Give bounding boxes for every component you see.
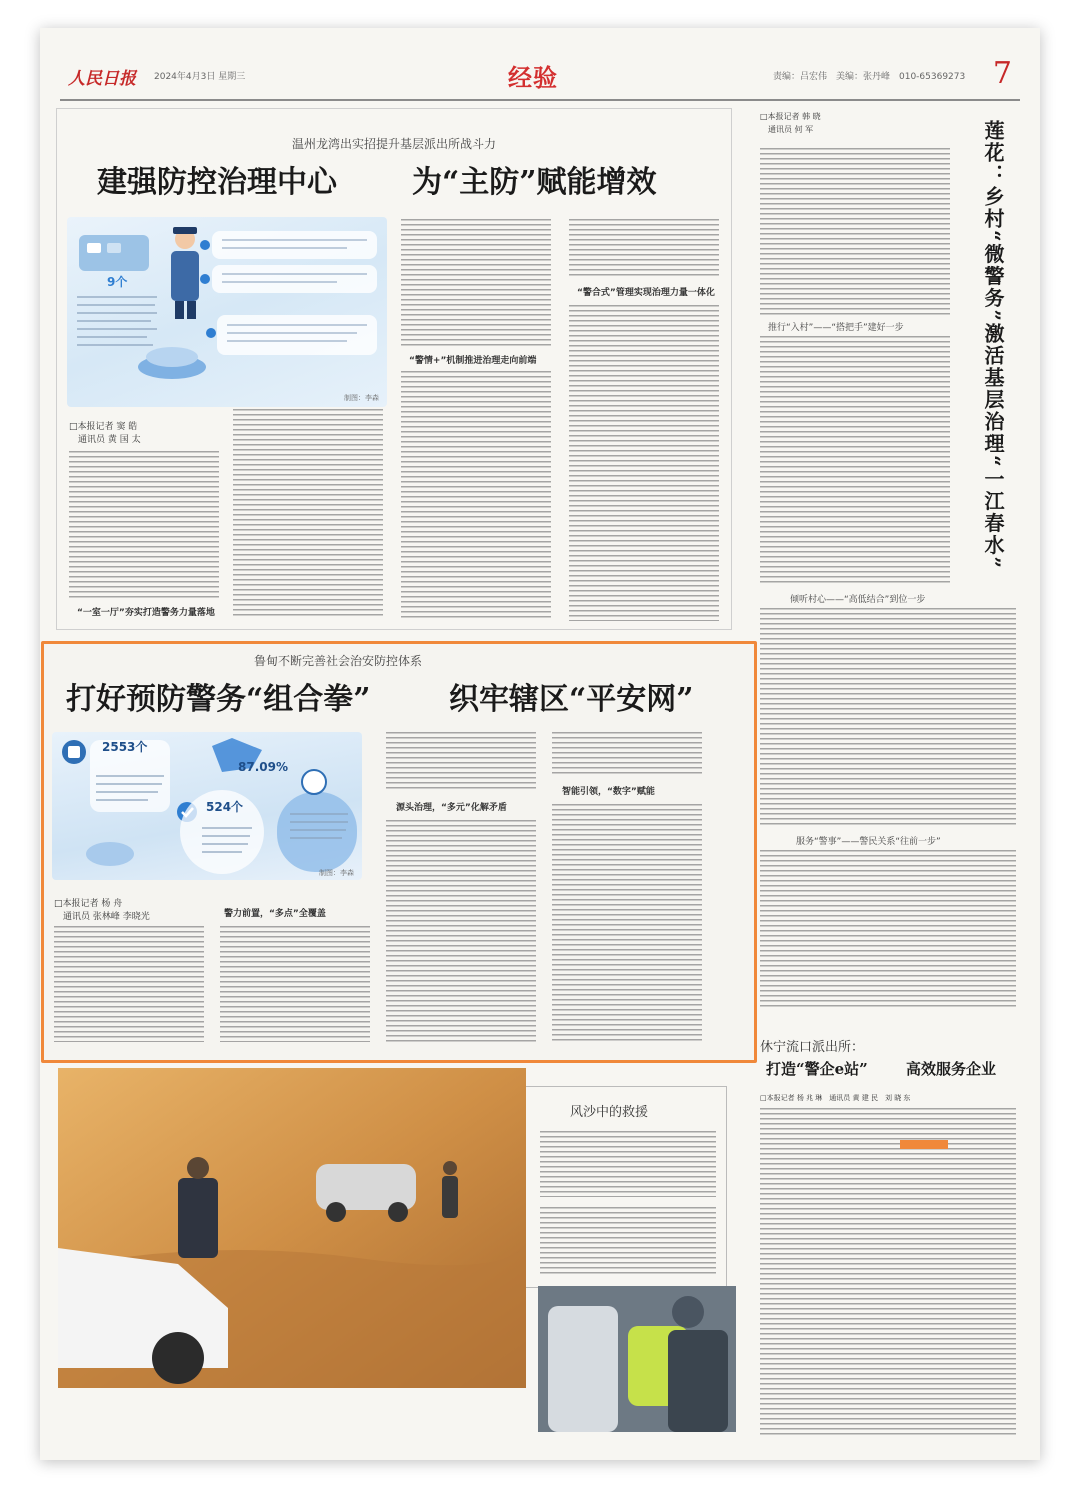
info-stat: 9个 <box>107 275 128 289</box>
subhead-1: 警力前置，“多点”全覆盖 <box>224 909 326 919</box>
right-subhead-1: 推行“入村”——“搭把手”建好一步 <box>768 323 904 333</box>
info-stat-1: 2553个 <box>102 740 148 754</box>
subhead-3: “警合式”管理实现治理力量一体化 <box>577 288 715 298</box>
photo-illustration <box>58 1068 526 1388</box>
article-kicker: 温州龙湾出实招提升基层派出所战斗力 <box>291 137 496 151</box>
body-text-col2 <box>220 926 370 1042</box>
right-text-2 <box>760 336 950 586</box>
vertical-headline: 莲花：乡村“微警务”激活基层治理“一江春水” <box>981 120 1005 571</box>
infographic-graphic <box>67 217 387 407</box>
photo-caption <box>526 1086 727 1288</box>
article3-text <box>760 1108 1016 1438</box>
caption-text-1 <box>540 1131 716 1197</box>
infographic <box>67 217 387 407</box>
body-text-col2 <box>233 409 383 619</box>
right-subhead-3: 服务“警事”——警民关系“往前一步” <box>796 837 941 847</box>
article-headline-part1: 建强防控治理中心 <box>97 165 337 200</box>
article-kicker: 鲁甸不断完善社会治安防控体系 <box>254 654 423 668</box>
right-text-4 <box>760 850 1016 1010</box>
page-number: 7 <box>992 56 1012 91</box>
right-text-3 <box>760 608 1016 828</box>
right-text-1 <box>760 148 950 318</box>
body-text-col4 <box>386 820 536 1042</box>
link-icon <box>302 770 326 794</box>
sandstorm-rescue-photo <box>58 1068 526 1388</box>
body-text-col3 <box>401 219 551 349</box>
highlight-mark <box>900 1140 948 1149</box>
subhead-1: “一室一厅”夯实打造警务力量落地 <box>77 608 215 618</box>
infographic <box>52 732 362 880</box>
article-byline: □本报记者 杨 舟 通讯员 张林峰 李晓光 <box>54 899 150 922</box>
info-credit: 制图：李森 <box>319 869 354 877</box>
article-headline-part1: 打好预防警务“组合拳” <box>66 682 371 717</box>
police-helping-photo <box>538 1286 736 1432</box>
right-byline: □本报记者 韩 晓 通讯员 何 军 <box>760 112 821 134</box>
article-headline-part2: 为“主防”赋能增效 <box>412 165 657 200</box>
article-byline: □本报记者 窦 皓 通讯员 黄 国 太 <box>69 422 141 445</box>
article3-kicker: 休宁流口派出所： <box>760 1040 865 1055</box>
body-text-col6 <box>552 804 702 1042</box>
caption-title: 风沙中的救援 <box>570 1105 649 1120</box>
issue-date: 2024年4月3日 星期三 <box>154 72 246 82</box>
caption-text-2 <box>540 1207 716 1277</box>
body-text-col5 <box>569 219 719 279</box>
masthead-logo: 人民日报 <box>68 69 136 89</box>
page-header <box>60 58 1020 98</box>
officer-figure <box>668 1330 728 1432</box>
info-stat-3: 524个 <box>206 800 244 814</box>
article-ludian-highlighted <box>41 641 757 1063</box>
body-text-col6 <box>569 305 719 621</box>
body-text-col1 <box>69 451 219 601</box>
section-title: 经验 <box>508 64 558 92</box>
body-text-col5 <box>552 732 702 776</box>
header-divider <box>60 99 1020 101</box>
body-text-col3 <box>386 732 536 792</box>
article-headline-part2: 织牢辖区“平安网” <box>449 682 694 717</box>
info-stat-2: 87.09% <box>238 760 288 774</box>
newspaper-page <box>40 28 1040 1460</box>
subhead-3: 智能引领，“数字”赋能 <box>562 787 655 797</box>
photo-illustration <box>538 1286 736 1432</box>
editor-credits: 责编：吕宏伟 美编：张丹峰 010-65369273 <box>773 72 966 82</box>
body-text-col1 <box>54 926 204 1042</box>
article3-headline-part2: 高效服务企业 <box>906 1060 997 1078</box>
right-column <box>756 108 1020 1448</box>
article-longwan <box>56 108 732 630</box>
article3-headline-part1: 打造“警企e站” <box>766 1060 868 1078</box>
subhead-2: “警情+”机制推进治理走向前端 <box>409 356 537 366</box>
right-subhead-2: 倾听村心——“高低结合”到位一步 <box>790 595 926 605</box>
info-credit: 制图：李森 <box>344 394 379 402</box>
subhead-2: 源头治理，“多元”化解矛盾 <box>396 803 507 813</box>
article3-byline: □本报记者 杨 兆 琳 通讯员 黄 建 民 刘 晓 东 <box>760 1094 911 1102</box>
body-text-col4 <box>401 371 551 621</box>
rescuer-figure <box>178 1178 218 1258</box>
